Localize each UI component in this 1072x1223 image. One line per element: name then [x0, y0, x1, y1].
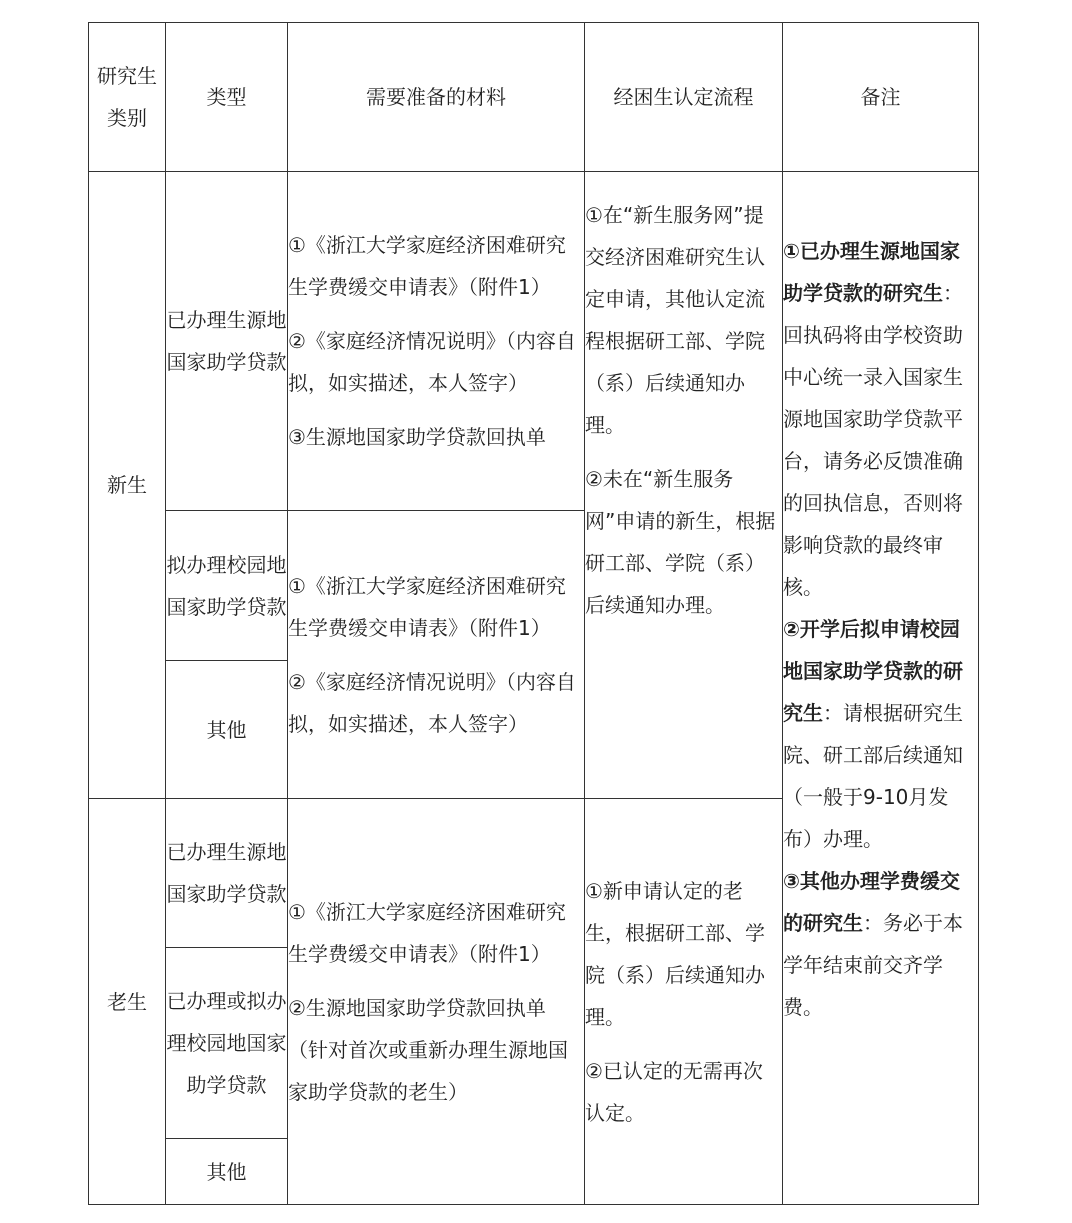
type-new-campus-loan: 拟办理校园地国家助学贷款	[166, 511, 288, 661]
materials-old-students	[288, 799, 585, 1205]
process-old-students	[585, 799, 783, 1205]
type-old-loan-done: 已办理生源地国家助学贷款	[166, 799, 288, 948]
material-item: ①《浙江大学家庭经济困难研究生学费缓交申请表》（附件1）	[288, 573, 566, 640]
remarks-cell	[783, 172, 979, 1205]
remark-text: ：务必于本学年结束前交齐学费。	[783, 911, 963, 1019]
material-item: ②生源地国家助学贷款回执单（针对首次或重新办理生源地国家助学贷款的老生）	[288, 995, 568, 1104]
type-old-other: 其他	[166, 1139, 288, 1205]
process-item: ①新申请认定的老生，根据研工部、学院（系）后续通知办理。	[585, 878, 765, 1029]
type-new-loan-done: 已办理生源地国家助学贷款	[166, 172, 288, 511]
material-item: ②《家庭经济情况说明》（内容自拟，如实描述，本人签字）	[288, 329, 576, 395]
material-item: ①《浙江大学家庭经济困难研究生学费缓交申请表》（附件1）	[288, 233, 566, 299]
header-type: 类型	[166, 23, 288, 172]
remark-item	[783, 230, 978, 608]
category-old-students: 老生	[89, 799, 166, 1205]
category-new-students: 新生	[89, 172, 166, 799]
process-new-students	[585, 172, 783, 799]
header-row	[89, 23, 979, 172]
process-item: ②未在“新生服务网”申请的新生，根据研工部、学院（系）后续通知办理。	[585, 467, 776, 617]
materials-new-campus-other	[288, 511, 585, 799]
material-item: ①《浙江大学家庭经济困难研究生学费缓交申请表》（附件1）	[288, 899, 566, 966]
remark-heading: ②开学后拟申请校园地国家助学贷款的研究生	[783, 617, 963, 725]
material-item: ③生源地国家助学贷款回执单	[288, 425, 546, 449]
material-item: ②《家庭经济情况说明》（内容自拟，如实描述，本人签字）	[288, 669, 576, 736]
type-old-campus-loan: 已办理或拟办理校园地国家助学贷款	[166, 948, 288, 1139]
process-item: ①在“新生服务网”提交经济困难研究生认定申请，其他认定流程根据研工部、学院（系）后续通知办理。	[585, 203, 765, 437]
remark-text: ：回执码将由学校资助中心统一录入国家生源地国家助学贷款平台，请务必反馈准确的回执信息，否则将影响贷款的最终审核。	[783, 281, 963, 599]
remark-item	[783, 860, 978, 1028]
header-materials: 需要准备的材料	[288, 23, 585, 172]
process-item: ②已认定的无需再次认定。	[585, 1058, 763, 1125]
header-category: 研究生类别	[89, 23, 166, 172]
header-process: 经困生认定流程	[585, 23, 783, 172]
table-row	[89, 172, 979, 511]
materials-new-loan-done	[288, 172, 585, 511]
remark-text: ：请根据研究生院、研工部后续通知（一般于9-10月发布）办理。	[783, 701, 963, 851]
header-remarks: 备注	[783, 23, 979, 172]
remark-item	[783, 608, 978, 860]
type-new-other: 其他	[166, 661, 288, 799]
remark-heading: ①已办理生源地国家助学贷款的研究生	[783, 239, 960, 305]
remark-heading: ③其他办理学费缓交的研究生	[783, 869, 960, 935]
deferral-table	[88, 22, 979, 1205]
